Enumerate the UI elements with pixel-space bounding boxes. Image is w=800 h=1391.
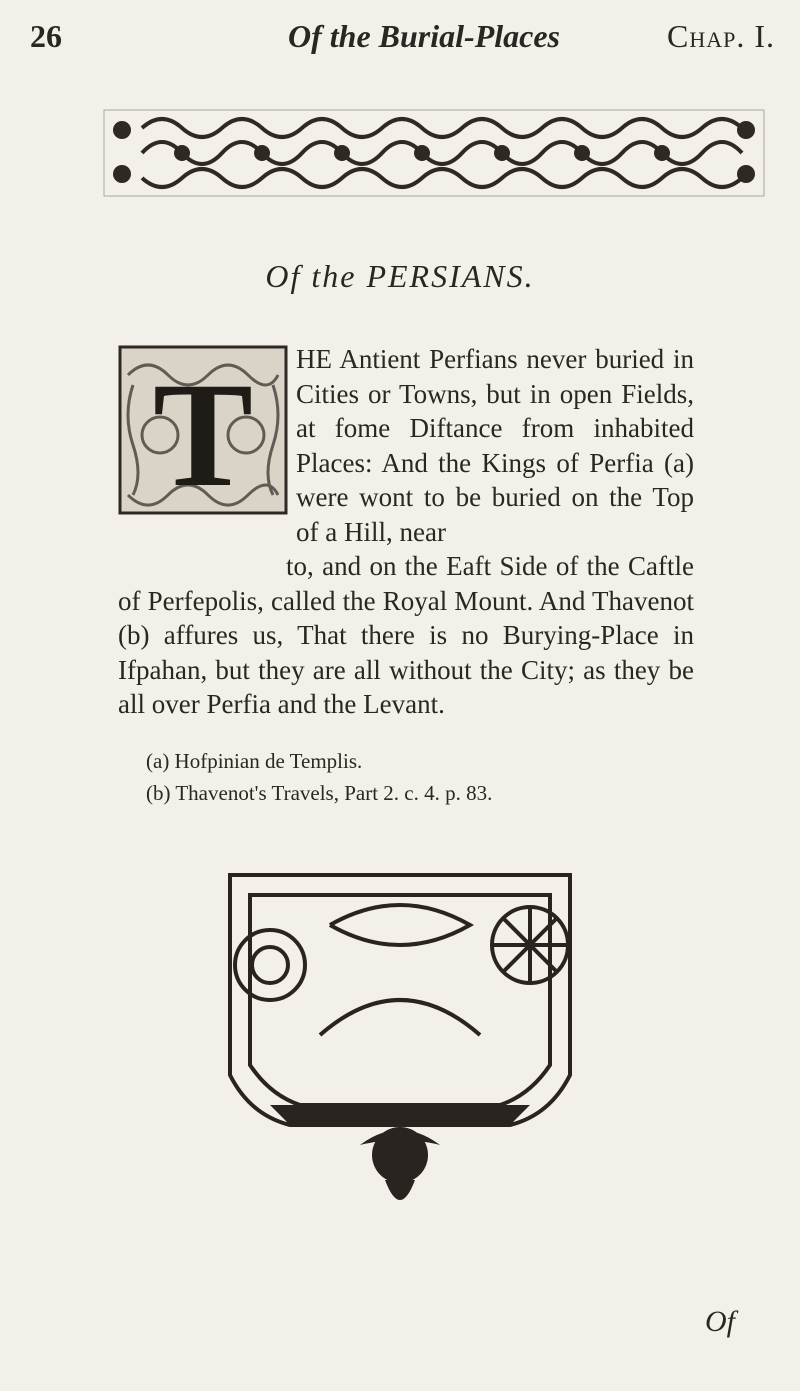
page-number: 26 bbox=[30, 18, 62, 54]
headpiece-ornament bbox=[102, 108, 766, 198]
section-title: Of the PERSIANS. bbox=[265, 258, 535, 294]
running-title: Of the Burial-Places bbox=[288, 18, 560, 54]
catchword: Of bbox=[705, 1305, 735, 1338]
footnote-b: (b) Thavenot's Travels, Part 2. c. 4. p. 83. bbox=[146, 781, 493, 805]
paragraph-continuation: to, and on the Eaft Side of the Caftle of Perfepolis, called the Royal Mount. And Thavenot (b) affures us, That there is no Burying-Place in Ifpahan, but they are all without the City; as they be all over Perfia and the Levant. bbox=[118, 551, 694, 719]
decorated-initial-letter bbox=[118, 345, 288, 515]
footnotes bbox=[146, 745, 492, 809]
chapter-label: Chap. I. bbox=[666, 18, 775, 54]
page-header bbox=[30, 18, 775, 58]
footnote-a: (a) Hofpinian de Templis. bbox=[146, 749, 363, 773]
tailpiece-ornament bbox=[210, 855, 590, 1245]
paragraph-opening: HE Antient Perfians never buried in Cities or Towns, but in open Fields, at fome Diftance from inhabited Places: And the Kings of Perfia (a) were wont to be buried on the Top of a Hill, near bbox=[296, 344, 694, 547]
dropcap-letter: T bbox=[152, 352, 254, 515]
